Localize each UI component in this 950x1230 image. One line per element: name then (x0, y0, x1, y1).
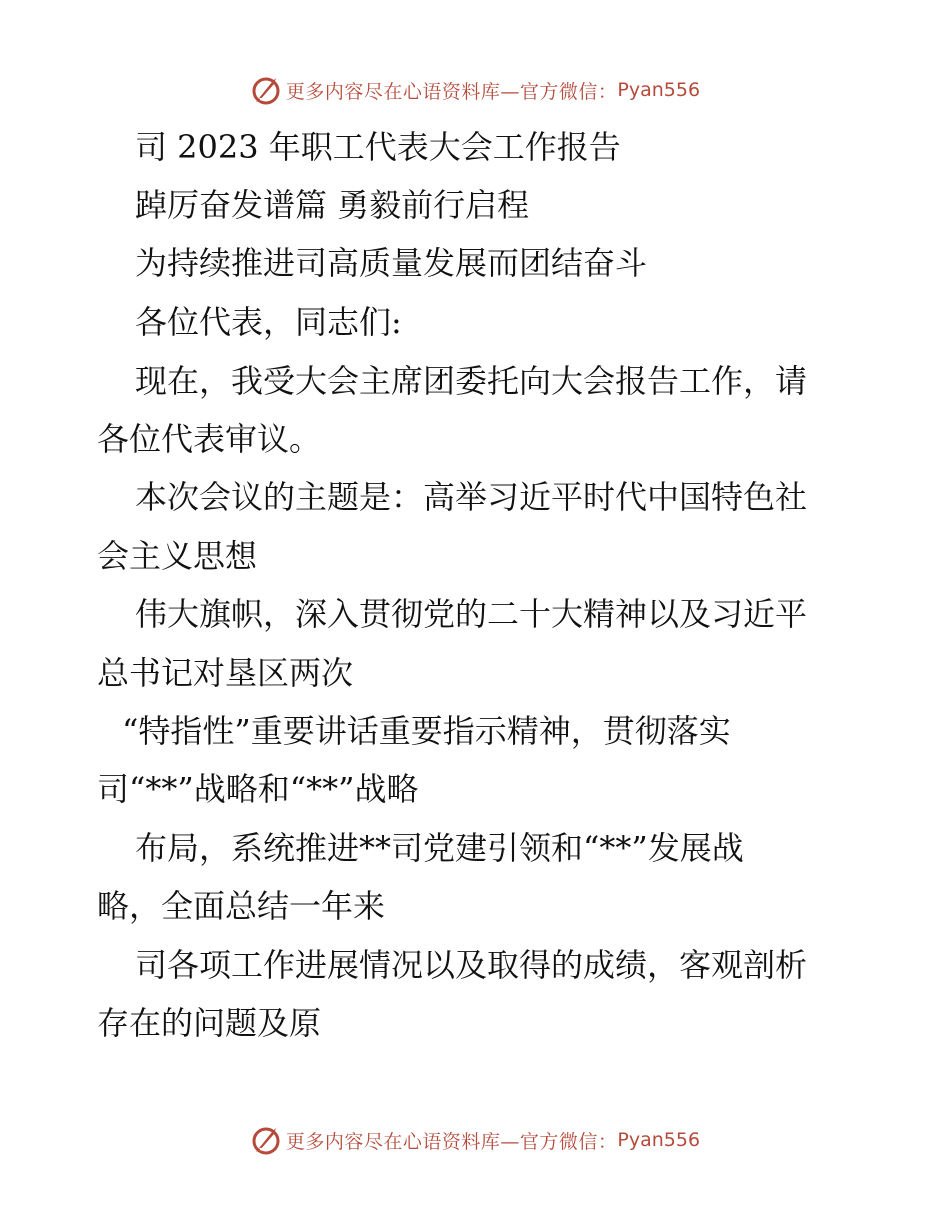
paragraph-line: 现在，我受大会主席团委托向大会报告工作，请 (135, 362, 808, 400)
paragraph-line: 布局，系统推进**司党建引领和“**”发展战 (135, 829, 744, 867)
paragraph-line: 总书记对垦区两次 (97, 654, 354, 692)
watermark-handle: Pyan556 (617, 1129, 701, 1151)
watermark-banner-bottom (0, 1120, 950, 1160)
document-subtitle: 踔厉奋发谱篇 勇毅前行启程 (135, 186, 530, 224)
paragraph-line: 本次会议的主题是：高举习近平时代中国特色社 (135, 478, 808, 516)
watermark-text: 更多内容尽在心语资料库—官方微信： (285, 80, 618, 103)
quill-logo-icon (250, 74, 282, 106)
paragraph-line: 各位代表审议。 (97, 420, 322, 458)
watermark-text: 更多内容尽在心语资料库—官方微信： (285, 1130, 618, 1153)
paragraph-line: 伟大旗帜，深入贯彻党的二十大精神以及习近平 (135, 595, 808, 633)
quill-logo-icon (250, 1124, 282, 1156)
paragraph-line: 会主义思想 (97, 537, 258, 575)
document-subtitle-2: 为持续推进司高质量发展而团结奋斗 (135, 244, 648, 282)
paragraph-line: 存在的问题及原 (97, 1004, 322, 1042)
watermark-banner-top (0, 70, 950, 110)
paragraph-line: 司各项工作进展情况以及取得的成绩，客观剖析 (135, 946, 808, 984)
paragraph-line: 略，全面总结一年来 (97, 887, 386, 925)
document-title: 司 2023 年职工代表大会工作报告 (135, 128, 621, 166)
paragraph-line: 司“**”战略和“**”战略 (97, 770, 419, 808)
paragraph-line: “特指性”重要讲话重要指示精神，贯彻落实 (122, 712, 731, 750)
salutation: 各位代表，同志们: (135, 303, 402, 341)
watermark-handle: Pyan556 (617, 79, 701, 101)
